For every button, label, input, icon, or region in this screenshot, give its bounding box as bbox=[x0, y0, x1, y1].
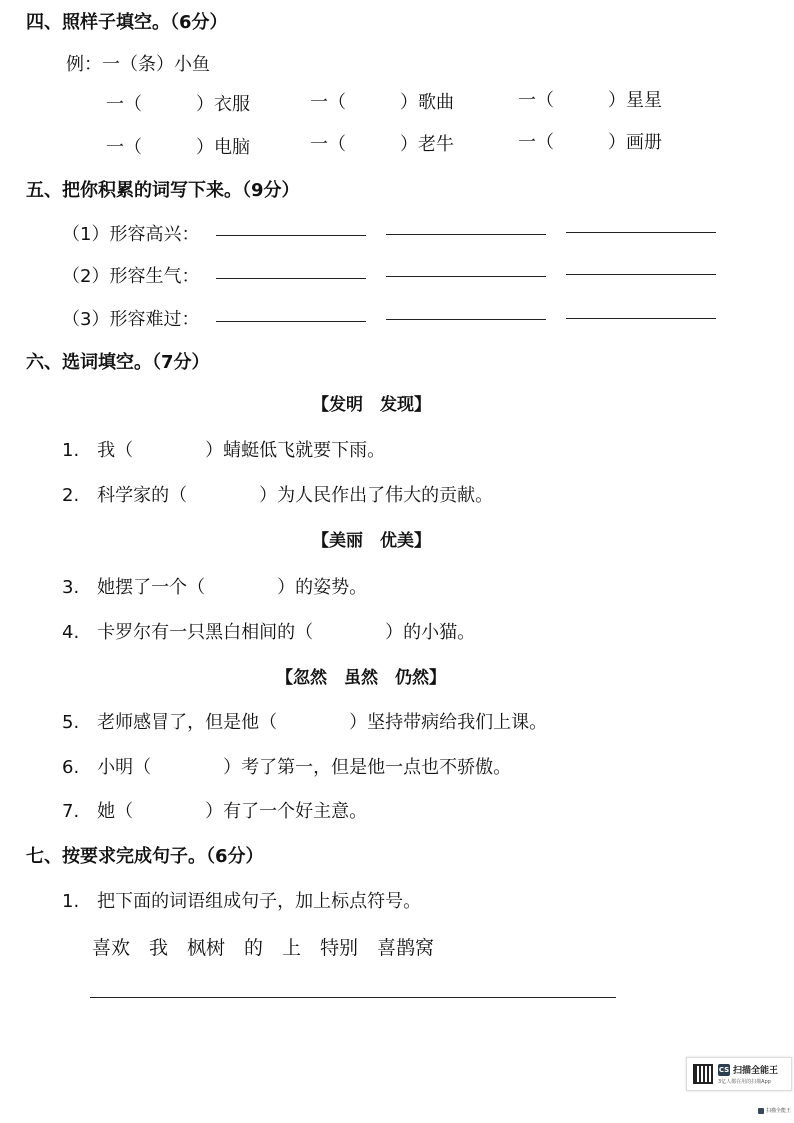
scanner-watermark bbox=[686, 1057, 792, 1091]
section4-example: 例：一（条）小鱼 bbox=[66, 54, 210, 75]
fill-blank-3[interactable]: 一（ ）星星 bbox=[518, 90, 662, 111]
word-item-1: （1）形容高兴： bbox=[62, 224, 200, 245]
word-group-2: 【美丽 优美】 bbox=[312, 531, 431, 551]
watermark-app-name: 扫描全能王 bbox=[733, 1066, 779, 1076]
answer-line[interactable] bbox=[216, 321, 366, 322]
fill-blank-4[interactable]: 一（ ）电脑 bbox=[106, 137, 250, 158]
answer-line[interactable] bbox=[216, 235, 366, 236]
small-logo-text: 扫描全能王 bbox=[766, 1108, 792, 1114]
answer-line[interactable] bbox=[216, 278, 366, 279]
word-item-2: （2）形容生气： bbox=[62, 266, 200, 287]
fill-blank-6[interactable]: 一（ ）画册 bbox=[518, 132, 662, 153]
section7-question-1: 1. 把下面的词语组成句子，加上标点符号。 bbox=[62, 891, 422, 912]
section5-title: 五、把你积累的词写下来。（9分） bbox=[26, 180, 300, 201]
section7-title: 七、按要求完成句子。（6分） bbox=[26, 846, 264, 867]
fill-blank-2[interactable]: 一（ ）歌曲 bbox=[310, 92, 454, 113]
question-4[interactable]: 4. 卡罗尔有一只黑白相间的（ ）的小猫。 bbox=[62, 622, 476, 643]
small-scanner-logo bbox=[758, 1107, 791, 1114]
fill-blank-1[interactable]: 一（ ）衣服 bbox=[106, 94, 250, 115]
answer-line[interactable] bbox=[386, 276, 546, 277]
answer-line[interactable] bbox=[566, 274, 716, 275]
word-group-1: 【发明 发现】 bbox=[312, 395, 431, 415]
answer-line[interactable] bbox=[386, 319, 546, 320]
sentence-answer-line[interactable] bbox=[90, 997, 616, 998]
answer-line[interactable] bbox=[566, 232, 716, 233]
word-list: 喜欢 我 枫树 的 上 特别 喜鹊窝 bbox=[92, 937, 435, 959]
qr-code-icon bbox=[693, 1064, 713, 1084]
word-group-3: 【忽然 虽然 仍然】 bbox=[276, 668, 446, 688]
question-2[interactable]: 2. 科学家的（ ）为人民作出了伟大的贡献。 bbox=[62, 485, 494, 506]
answer-line[interactable] bbox=[566, 318, 716, 319]
question-6[interactable]: 6. 小明（ ）考了第一，但是他一点也不骄傲。 bbox=[62, 757, 512, 778]
question-1[interactable]: 1. 我（ ）蜻蜓低飞就要下雨。 bbox=[62, 440, 386, 461]
question-5[interactable]: 5. 老师感冒了，但是他（ ）坚持带病给我们上课。 bbox=[62, 712, 548, 733]
question-7[interactable]: 7. 她（ ）有了一个好主意。 bbox=[62, 801, 368, 822]
question-3[interactable]: 3. 她摆了一个（ ）的姿势。 bbox=[62, 577, 368, 598]
scanner-logo-icon bbox=[758, 1108, 764, 1114]
camscanner-logo-icon: CS bbox=[718, 1066, 730, 1074]
fill-blank-5[interactable]: 一（ ）老牛 bbox=[310, 134, 454, 155]
section6-title: 六、选词填空。（7分） bbox=[26, 352, 210, 373]
watermark-subtitle: 3亿人都在用的扫描App bbox=[718, 1079, 771, 1085]
answer-line[interactable] bbox=[386, 234, 546, 235]
word-item-3: （3）形容难过： bbox=[62, 309, 200, 330]
section4-title: 四、照样子填空。（6分） bbox=[26, 12, 228, 33]
